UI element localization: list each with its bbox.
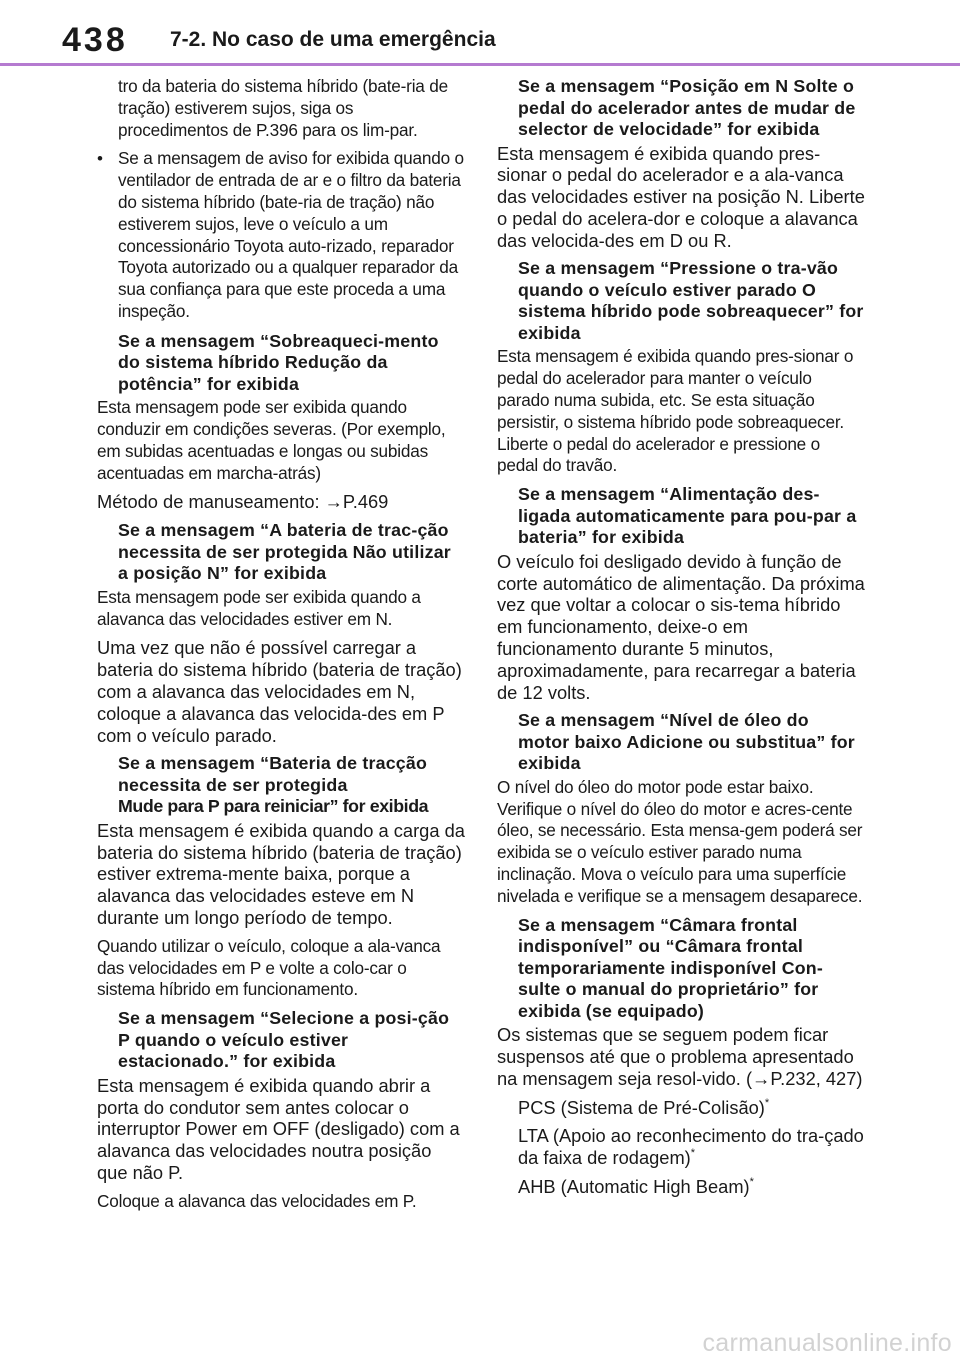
message-heading: Se a mensagem “Alimentação des-ligada automaticamente para pou-par a bateria” for exibida <box>518 484 857 548</box>
body-paragraph: Os sistemas que se seguem podem ficar suspensos até que o problema apresentado na mensagem seja resol-vido. (→P.232, 427) <box>497 1024 863 1089</box>
body-paragraph: Uma vez que não é possível carregar a bateria do sistema híbrido (bateria de tração) com a alavanca das velocidades em N, coloque a alavanca das velocida-des em P com o veículo parado. <box>97 637 462 746</box>
continued-paragraph: tro da bateria do sistema híbrido (bate-ria de tração) estiverem sujos, siga os procedimentos de P.396 para os lim-par. <box>118 76 448 140</box>
message-heading: Se a mensagem “Pressione o tra-vão quando o veículo estiver parado O sistema híbrido pode sobreaquecer” for exibida <box>518 258 864 343</box>
bullet-marker: • <box>97 149 103 169</box>
body-paragraph: Esta mensagem é exibida quando pres-sionar o pedal do acelerador para manter o veículo parado numa subida, etc. Se esta situação persistir, o sistema híbrido pode sobreaquecer. Liberte o pedal do acelerador e pressione o pedal do travão. <box>497 346 854 476</box>
body-paragraph: Esta mensagem é exibida quando a carga da bateria do sistema híbrido (bateria de tração) estiver extrema-mente baixa, porque a alavanca das velocidades esteve em N durante um longo período de tempo. <box>97 819 465 929</box>
message-heading-continued: Mude para P para reiniciar” for exibida <box>118 796 429 817</box>
watermark: carmanualsonline.info <box>702 1329 952 1357</box>
message-heading: Se a mensagem “Posição em N Solte o pedal do acelerador antes de mudar de selector de velocidade” for exibida <box>518 76 856 139</box>
system-list-text: PCS (Sistema de Pré-Colisão) <box>518 1096 765 1118</box>
message-heading: Se a mensagem “Sobreaqueci-mento do sistema híbrido Redução da potência” for exibida <box>118 330 439 394</box>
system-list-item <box>497 1176 865 1198</box>
page-header <box>0 0 960 66</box>
body-paragraph: O nível do óleo do motor pode estar baixo. Verifique o nível do óleo do motor e acres-cente óleo, se necessário. Esta mensa-gem poderá ser exibida se o veículo estiver parado numa inclinação. Mova o veículo para uma superfície nivelada e verifique se a mensagem desaparece. <box>497 776 863 906</box>
header-divider <box>0 63 960 66</box>
footnote-mark: * <box>690 1147 696 1160</box>
message-heading: Se a mensagem “Câmara frontal indisponível” ou “Câmara frontal temporariamente indisponível Con-sulte o manual do proprietário” for exibida (se equipado) <box>518 914 823 1021</box>
body-paragraph: Coloque a alavanca das velocidades em P. <box>97 1190 417 1211</box>
system-list-item <box>497 1125 865 1169</box>
system-list-item <box>497 1097 865 1119</box>
footnote-mark: * <box>764 1096 770 1109</box>
body-paragraph: O veículo foi desligado devido à função de corte automático de alimentação. Da próxima vez que voltar a colocar o sis-tema híbrido em funcionamento, deixe-o em funcionamento durante 5 minutos, aproximadamente, para recarregar a bateria de 12 volts. <box>497 550 865 703</box>
message-heading: Se a mensagem “Bateria de tracção necessita de ser protegida <box>118 753 428 795</box>
system-list-text: AHB (Automatic High Beam) <box>518 1175 750 1197</box>
body-paragraph: Esta mensagem pode ser exibida quando a alavanca das velocidades estiver em N. <box>97 586 421 629</box>
system-list-text: LTA (Apoio ao reconhecimento do tra-çado da faixa de rodagem) <box>518 1125 864 1169</box>
body-paragraph: Esta mensagem pode ser exibida quando conduzir em condições severas. (Por exemplo, em subidas acentuadas e longas ou subidas acentuadas em marcha-atrás) <box>97 397 446 483</box>
body-paragraph: Quando utilizar o veículo, coloque a ala-vanca das velocidades em P e volte a colo-car o sistema híbrido em funcionamento. <box>97 935 441 1000</box>
footnote-mark: * <box>749 1175 754 1188</box>
message-heading: Se a mensagem “Selecione a posi-ção P quando o veículo estiver estacionado.” for exibida <box>118 1008 450 1072</box>
section-title: 7-2. No caso de uma emergência <box>170 28 496 51</box>
right-column <box>497 76 865 1205</box>
bullet-text: Se a mensagem de aviso for exibida quando o ventilador de entrada de ar e o filtro da bateria do sistema híbrido (bate-ria de tração) não estiverem sujos, leve o veículo a um concessionário Toyota auto-rizado, reparador Toyota autorizado ou a qualquer reparador da sua confiança para que este proceda a uma inspeção. <box>118 148 464 321</box>
page-number: 438 <box>62 21 128 59</box>
message-heading: Se a mensagem “Nível de óleo do motor baixo Adicione ou substitua” for exibida <box>518 710 855 774</box>
bullet-item <box>97 148 465 322</box>
message-heading: Se a mensagem “A bateria de trac-ção necessita de ser protegida Não utilizar a posição N” for exibida <box>118 520 451 584</box>
body-paragraph: Método de manuseamento: →P.469 <box>97 491 389 513</box>
left-column <box>97 76 465 1219</box>
body-paragraph: Esta mensagem é exibida quando pres-sionar o pedal do acelerador e a ala-vanca das velocidades estiver na posição N. Liberte o pedal do acelera-dor e coloque a alavanca das velocida-des em D ou R. <box>497 142 865 251</box>
body-paragraph: Esta mensagem é exibida quando abrir a porta do condutor sem antes colocar o interruptor Power em OFF (desligado) com a alavanca das velocidades noutra posição que não P. <box>97 1074 460 1183</box>
